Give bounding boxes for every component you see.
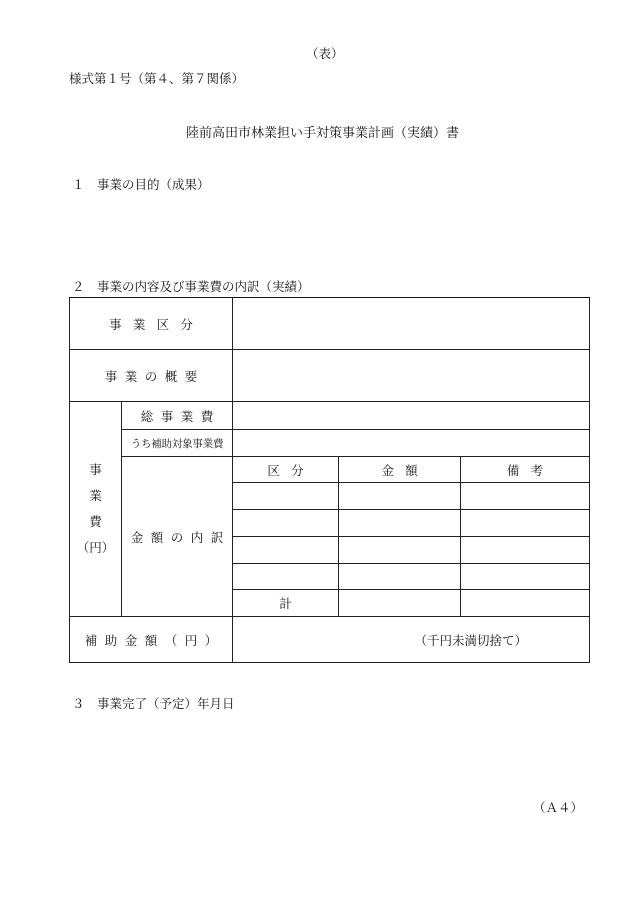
kubun-cell[interactable] bbox=[233, 537, 339, 564]
section-2-heading: ２ 事業の内容及び事業費の内訳（実績） bbox=[72, 279, 310, 294]
col-header-kingaku: 金額 bbox=[339, 457, 461, 483]
total-biko-cell[interactable] bbox=[461, 590, 590, 617]
biko-cell[interactable] bbox=[461, 510, 590, 537]
hojo-kingaku-label: 補助金額（円） bbox=[70, 617, 233, 663]
total-label: 計 bbox=[233, 590, 339, 617]
jigyo-gaiyo-label: 事業の概要 bbox=[70, 350, 233, 402]
paper-size: （Ａ４） bbox=[533, 800, 584, 815]
kubun-cell[interactable] bbox=[233, 510, 339, 537]
form-number: 様式第１号（第４、第７関係） bbox=[69, 71, 245, 86]
kubun-cell[interactable] bbox=[233, 564, 339, 590]
jigyo-gaiyo-value[interactable] bbox=[233, 350, 590, 402]
jigyo-kubun-label: 事業区分 bbox=[70, 298, 233, 350]
col-header-biko: 備考 bbox=[461, 457, 590, 483]
section-1-heading: １ 事業の目的（成果） bbox=[72, 177, 210, 192]
biko-cell[interactable] bbox=[461, 483, 590, 510]
jigyo-kubun-value[interactable] bbox=[233, 298, 590, 350]
kubun-cell[interactable] bbox=[233, 483, 339, 510]
kingaku-cell[interactable] bbox=[339, 483, 461, 510]
uchi-hojo-value[interactable] bbox=[233, 430, 590, 457]
hojo-kingaku-value[interactable] bbox=[233, 617, 590, 663]
hojo-note: （千円未満切捨て） bbox=[414, 632, 528, 648]
budget-table bbox=[69, 297, 590, 663]
col-header-kubun: 区分 bbox=[233, 457, 339, 483]
kingaku-cell[interactable] bbox=[339, 537, 461, 564]
jigyohi-label: 事 業 費 （円） bbox=[70, 402, 122, 617]
kingaku-uchiwake-label: 金額の内訳 bbox=[122, 457, 233, 617]
total-kingaku-cell[interactable] bbox=[339, 590, 461, 617]
side-label: （表） bbox=[306, 46, 344, 61]
section-3-heading: ３ 事業完了（予定）年月日 bbox=[72, 696, 235, 711]
sojigyohi-value[interactable] bbox=[233, 402, 590, 430]
biko-cell[interactable] bbox=[461, 564, 590, 590]
uchi-hojo-label: うち補助対象事業費 bbox=[122, 430, 233, 457]
biko-cell[interactable] bbox=[461, 537, 590, 564]
kingaku-cell[interactable] bbox=[339, 510, 461, 537]
document-title: 陸前高田市林業担い手対策事業計画（実績）書 bbox=[186, 126, 460, 141]
sojigyohi-label: 総事業費 bbox=[122, 402, 233, 430]
kingaku-cell[interactable] bbox=[339, 564, 461, 590]
